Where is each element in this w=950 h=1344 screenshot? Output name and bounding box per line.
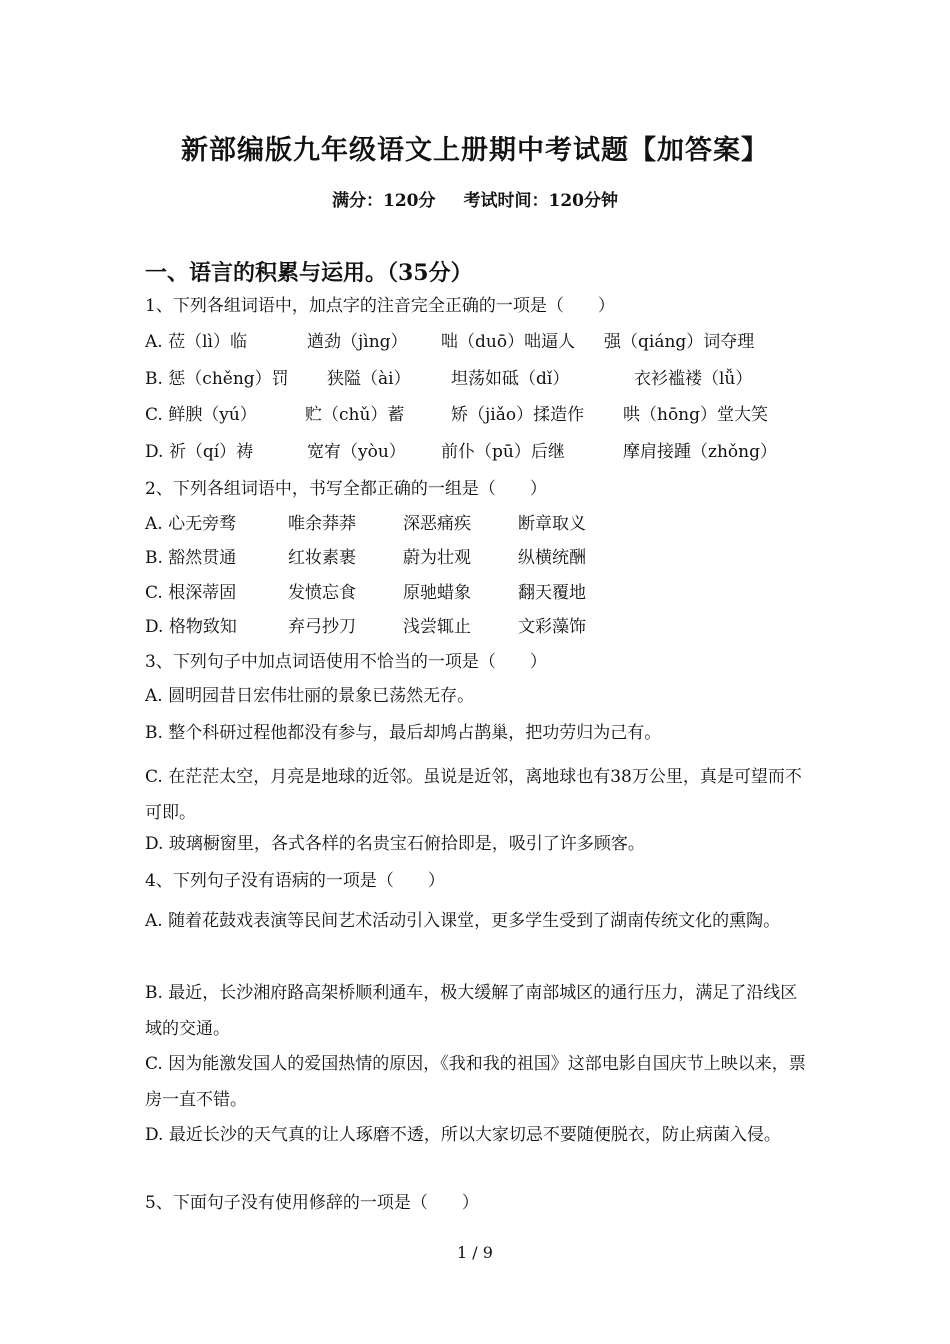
option-item: 深恶痛疾 (403, 514, 471, 534)
exam-meta (0, 186, 950, 211)
option-item: 唯余莽莽 (288, 514, 356, 534)
option-item: 翻天覆地 (518, 583, 586, 603)
option-item: 强（qiáng）词夺理 (604, 332, 755, 352)
page-title: 新部编版九年级语文上册期中考试题【加答案】 (181, 135, 769, 166)
question-stem: 2、下列各组词语中，书写全都正确的一组是（ ） (145, 479, 547, 499)
option-item: 坦荡如砥（dǐ） (451, 369, 570, 389)
option-item: 纵横统酬 (518, 548, 586, 568)
option-item: C. 在茫茫太空，月亮是地球的近邻。虽说是近邻，离地球也有38万公里，真是可望而不可即。 (145, 767, 802, 823)
question-stem: 4、下列句子没有语病的一项是（ ） (145, 871, 445, 891)
option-item: D. 格物致知 (145, 617, 237, 637)
option-item: C. 因为能激发国人的爱国热情的原因，《我和我的祖国》这部电影自国庆节上映以来，票房一直不错。 (145, 1054, 806, 1110)
exam-time: 考试时间：120分钟 (463, 191, 618, 211)
question-stem: 5、下面句子没有使用修辞的一项是（ ） (145, 1193, 479, 1213)
option-item: 咄（duō）咄逼人 (441, 332, 576, 352)
option-item: 发愤忘食 (288, 583, 356, 603)
section-heading: 一、语言的积累与运用。（35分） (145, 260, 473, 286)
option-item: A. 随着花鼓戏表演等民间艺术活动引入课堂，更多学生受到了湖南传统文化的熏陶。 (145, 911, 781, 931)
option-item: 断章取义 (518, 514, 586, 534)
option-item: 原驰蜡象 (403, 583, 471, 603)
option-item: 文彩藻饰 (518, 617, 586, 637)
option-item: D. 祈（qí）祷 (145, 442, 254, 462)
option-item: B. 最近，长沙湘府路高架桥顺利通车，极大缓解了南部城区的通行压力，满足了沿线区域的交通。 (145, 983, 798, 1039)
option-item: 前仆（pū）后继 (441, 442, 565, 462)
option-item: A. 莅（lì）临 (145, 332, 247, 352)
option-item: 弃弓抄刀 (288, 617, 356, 637)
option-item: 贮（chǔ）蓄 (305, 405, 405, 425)
option-item: A. 圆明园昔日宏伟壮丽的景象已荡然无存。 (145, 686, 475, 706)
option-item: 狭隘（ài） (327, 369, 411, 389)
option-item: C. 根深蒂固 (145, 583, 237, 603)
option-item: 衣衫褴褛（lǚ） (634, 369, 753, 389)
option-item: 红妆素裹 (288, 548, 356, 568)
option-item: B. 豁然贯通 (145, 548, 237, 568)
option-item: B. 惩（chěng）罚 (145, 369, 289, 389)
option-item: A. 心无旁骛 (145, 514, 237, 534)
option-item: 哄（hōng）堂大笑 (623, 405, 769, 425)
option-item: 遒劲（jìng） (307, 332, 408, 352)
option-item: 宽宥（yòu） (307, 442, 406, 462)
option-item: C. 鲜腴（yú） (145, 405, 257, 425)
option-item: 摩肩接踵（zhǒng） (623, 442, 777, 462)
option-item: B. 整个科研过程他都没有参与，最后却鸠占鹊巢，把功劳归为己有。 (145, 723, 662, 743)
option-item: D. 玻璃橱窗里，各式各样的名贵宝石俯拾即是，吸引了许多顾客。 (145, 834, 645, 854)
option-item: 浅尝辄止 (403, 617, 471, 637)
option-item: D. 最近长沙的天气真的让人琢磨不透，所以大家切忌不要随便脱衣，防止病菌入侵。 (145, 1125, 781, 1145)
option-item: 蔚为壮观 (403, 548, 471, 568)
question-stem: 3、下列句子中加点词语使用不恰当的一项是（ ） (145, 652, 547, 672)
full-score: 满分：120分 (332, 191, 436, 211)
option-item: 矫（jiǎo）揉造作 (451, 405, 585, 425)
question-stem: 1、下列各组词语中，加点字的注音完全正确的一项是（ ） (145, 296, 615, 316)
page-number: 1 / 9 (457, 1243, 493, 1262)
